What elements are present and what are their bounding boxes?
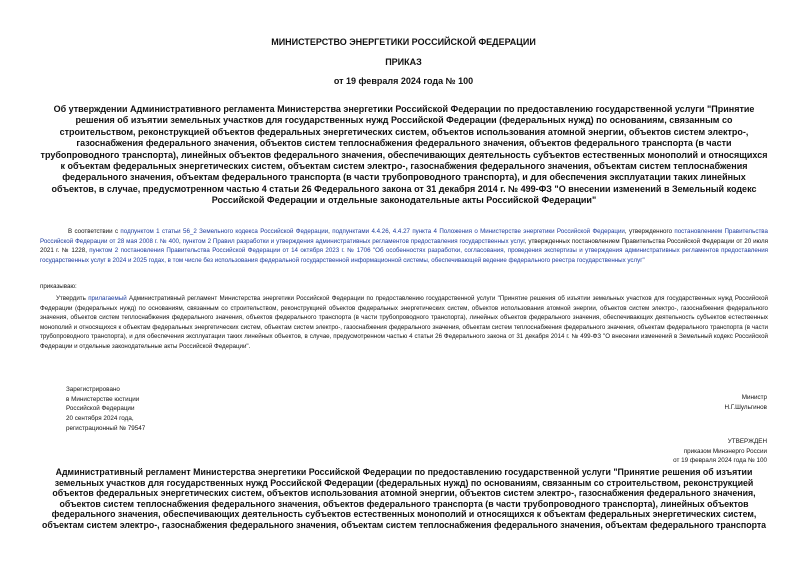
signature-block (724, 393, 767, 412)
approve-lead: Утвердить (56, 295, 89, 302)
approved-by-order: приказом Минэнерго России (683, 447, 767, 455)
registration-line-3: Российской Федерации (66, 405, 135, 413)
land-code-link[interactable]: подпунктом 1 статьи 56_2 Земельного кодекса Российской Федерации (120, 228, 329, 235)
registration-line-5: регистрационный № 79547 (66, 424, 146, 432)
registration-line-2: в Министерстве юстиции (66, 395, 140, 403)
resolution-400-link[interactable]: постановлением Правительства Российской Федерации от 28 мая 2008 г. № 400 (40, 228, 768, 245)
preamble-paragraph (40, 227, 768, 265)
approved-heading: УТВЕРЖДЕН (727, 438, 767, 445)
order-type: ПРИКАЗ (385, 57, 422, 67)
preamble-sep1: , (328, 228, 333, 235)
preamble-sep5: , утвержденных постановлением Правительства Российской Федерации от 20 июля 2021 г. № 1228, (40, 237, 768, 255)
preamble-sep2: , (388, 228, 393, 235)
registration-line-1: Зарегистрировано (66, 386, 120, 393)
rules-link[interactable]: пунктом 2 Правил разработки и утверждения административных регламентов предоставления государственных услуг (182, 237, 525, 245)
approve-text: Административный регламент Министерства энергетики Российской Федерации по предоставлению государственной услуги "Принятие решения об изъятии земельных участков для государственных нужд Российской Федерации (федеральных нужд) по основаниям, связанным со строительством, реконструкцией объектов федеральных энергетических систем, объектов использования атомной энергии, объектов систем электро-, газоснабжения федерального значения, объектов систем теплоснабжения федерального значения, объектов федерального транспорта (в части трубопроводного транспорта), линейных объектов федерального значения, обеспечивающих деятельность субъектов естественных монополий и относящихся к объектам федеральных энергетических систем, объектам систем электро-, газоснабжения федерального значения, объектам систем теплоснабжения федерального значения, объектам федерального транспорта (в части трубопроводного транспорта), и для обеспечения эксплуатации таких линейных объектов, в случае, предусмотренном частью 4 статьи 26 Федерального закона от 31 декабря 2014 г. № 499-ФЗ "О внесении изменений в Земельный кодекс Российской Федерации и отдельные законодательные акты Российской Федерации". (40, 295, 768, 350)
regulation-link-4-4-26[interactable]: подпунктами 4.4.26 (332, 228, 389, 235)
annex-link[interactable]: прилагаемый (88, 295, 127, 302)
preamble-lead: В соответствии с (68, 228, 121, 235)
regulation-title: Административный регламент Министерства энергетики Российской Федерации по предоставлению государственной услуги "Принятие решения об изъятии земельных участков для государственных нужд Российской Федерации (федеральных нужд) по основаниям, связанным со строительством, реконструкцией объектов федеральных энергетических систем, объектов использования атомной энергии, объектов систем электро-, газоснабжения федерального значения, объектов систем теплоснабжения федерального значения, объектов федерального транспорта (в части трубопроводного транспорта), линейных объектов федерального значения, обеспечивающих деятельность субъектов естественных монополий и относящихся к объектам федеральных энергетических систем, объектам систем электро-, газоснабжения федерального значения, объектам систем теплоснабжения федерального значения, объектам федерального транспорта (41, 467, 767, 530)
regulation-link-4-4-27[interactable]: 4.4.27 пункта 4 Положения о Министерстве энергетики Российской Федерации (392, 228, 625, 235)
registration-line-4: 20 сентября 2024 года, (66, 415, 134, 423)
signature-name: Н.Г.Шульгинов (724, 403, 767, 411)
approve-paragraph (40, 294, 768, 352)
order-word: приказываю: (40, 283, 77, 290)
order-date-number: от 19 февраля 2024 года № 100 (333, 76, 474, 86)
approved-stamp (673, 437, 767, 466)
signature-position: Министр (741, 394, 767, 401)
order-title: Об утверждении Административного регламента Министерства энергетики Российской Федерации по предоставлению государственной услуги "Принятие решения об изъятии земельных участков для государственных нужд Российской Федерации (федеральных нужд) по основаниям, связанным со строительством, реконструкцией объектов федеральных энергетических систем, объектов использования атомной энергии, объектов систем электро-, газоснабжения федерального значения, объектов систем теплоснабжения федерального значения, объектов федерального транспорта (в части трубопроводного транспорта), линейных объектов федерального значения, обеспечивающих деятельность субъектов естественных монополий и относящихся к объектам федеральных энергетических систем, объектам систем электро-, газоснабжения федерального значения, объектам систем теплоснабжения федерального значения, объектам федерального транспорта (в части трубопроводного транспорта), и для обеспечения эксплуатации таких линейных объектов, в случае, предусмотренном частью 4 статьи 26 Федерального закона от 31 декабря 2014 г. № 499-ФЗ "О внесении изменений в Земельный кодекс Российской Федерации и отдельные законодательные акты Российской Федерации" (40, 104, 768, 206)
resolution-1706-link[interactable]: пунктом 2 постановления Правительства Российской Федерации от 14 октября 2023 г. № 1706 "Об особенностях разработки, согласования, проведения экспертизы и утверждения административных регламентов предоставления государственных услуг в 2024 и 2025 годах, в том числе без использования федеральной государственной информационной системы, обеспечивающей ведение федерального реестра государственных услуг" (40, 247, 768, 264)
registration-block (66, 385, 145, 434)
approved-date: от 19 февраля 2024 года № 100 (673, 457, 767, 465)
preamble-sep4: , (178, 237, 183, 245)
preamble-sep3: , утвержденного (624, 228, 675, 235)
ministry-heading: МИНИСТЕРСТВО ЭНЕРГЕТИКИ РОССИЙСКОЙ ФЕДЕРАЦИИ (271, 37, 536, 47)
